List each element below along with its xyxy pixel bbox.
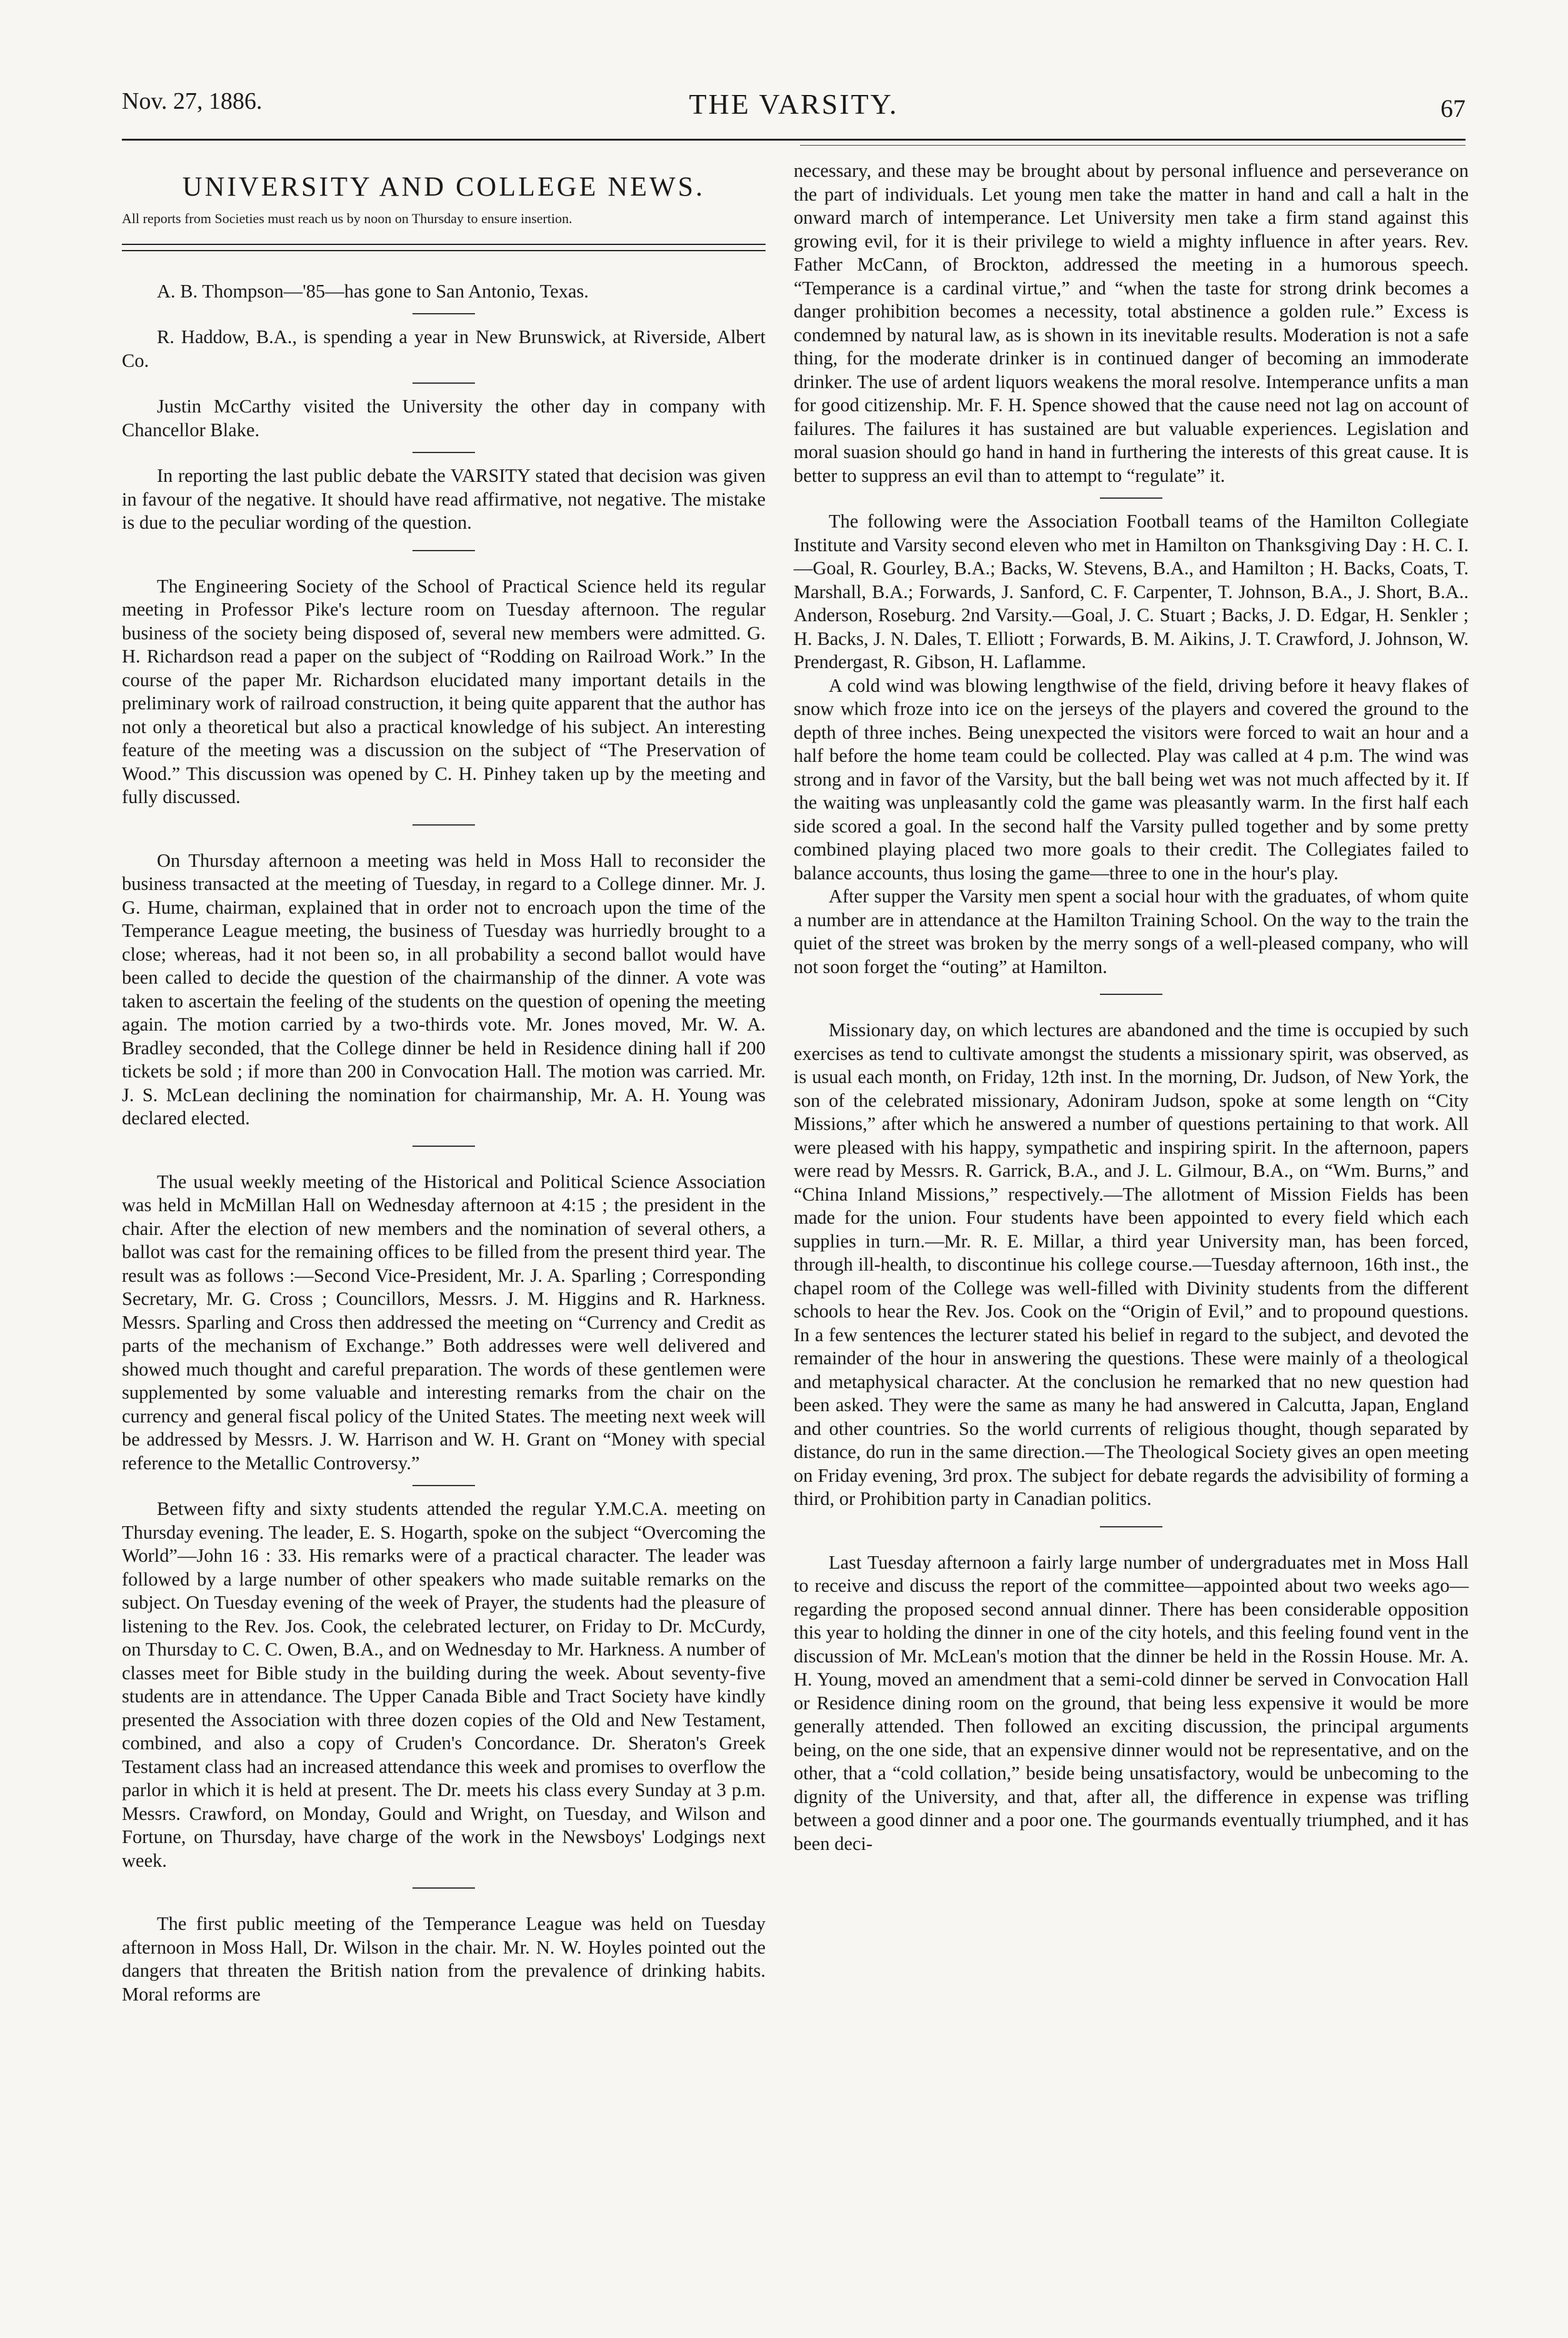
newspaper-title: THE VARSITY. (689, 88, 899, 120)
item-separator (412, 1146, 475, 1147)
item-separator (1100, 1526, 1162, 1527)
news-item: Last Tuesday afternoon a fairly large number of undergraduates met in Moss Hall to receive and discuss the report of the committee—appointed about two weeks ago—regarding the proposed second annual dinner. There has been considerable opposition this year to holding the dinner in one of the city hotels, and this feeling found vent in the discussion of Mr. McLean's motion that the dinner be held in the Rossin House. Mr. A. H. Young, moved an amendment that a semi-cold dinner be served in Convocation Hall or Residence dining room on the ground, that being less expensive it would be more generally attended. Then followed an exciting discussion, the principal arguments being, on the one side, that an expensive dinner would not be representative, and on the other, that a “cold collation,” beside being unsatisfactory, would be unbecoming to the dignity of the University, and that, after all, the difference in expense was trifling between a good dinner and a poor one. The gourmands eventually triumphed, and it has been deci- (794, 1551, 1469, 1854)
news-item-continued: necessary, and these may be brought about by personal influence and perseverance on the part of individuals. Let young men take the matter in hand and call a halt in the onward march of intemperance. Let University men take a firm stand against this growing evil, for it is their privilege to wield a mighty influence in after years. Rev. Father McCann, of Brockton, addressed the meeting in a humorous speech. “Temperance is a cardinal virtue,” and “when the taste for strong drink becomes a danger prohibition becomes a necessity, total abstinence a golden rule.” Excess is condemned by natural law, as is shown in its inevitable results. Moderation is not a safe thing, for the moderate drinker is in continued danger of becoming an immoderate drinker. The use of ardent liquors weakens the moral resolve. Intemperance unfits a man for good citizenship. Mr. F. H. Spence showed that the cause need not lag on account of failures. The failures it has sustained are but valuable experiences. Legislation and moral suasion should go hand in hand in furthering the interests of this great cause. It is better to suppress an evil than to attempt to “regulate” it. (794, 160, 1469, 486)
section-double-rule (122, 244, 766, 251)
news-item: On Thursday afternoon a meeting was held in Moss Hall to reconsider the business transacted at the meeting of Tuesday, in regard to a College dinner. Mr. J. G. Hume, chairman, explained that in order not to encroach upon the time of the Temperance League meeting, the business of Tuesday was hurriedly brought to a close; whereas, had it not been so, in all probability a second ballot would have been called to decide the question of the chairmanship of the dinner. A vote was taken to ascertain the feeling of the students on the question of opening the meeting again. The motion carried by a two-thirds vote. Mr. Jones moved, Mr. W. A. Bradley seconded, that the College dinner be held in Residence dining hall if 200 tickets be sold ; if more than 200 in Convocation Hall. The motion was carried. Mr. J. S. McLean declining the nomination for chairmanship, Mr. A. H. Young was declared elected. (122, 849, 766, 1129)
news-item: The following were the Association Football teams of the Hamilton Collegiate Institute and Varsity second eleven who met in Hamilton on Thanksgiving Day : H. C. I.—Goal, R. Gourley, B.A.; Backs, W. Stevens, B.A., and Hamilton ; H. Backs, Coats, T. Marshall, B.A.; Forwards, J. Sanford, C. F. Carpenter, T. Johnson, B.A., J. Short, B.A.. Anderson, Roseburg. 2nd Varsity.—Goal, J. C. Stuart ; Backs, J. D. Edgar, H. Senkler ; H. Backs, J. N. Dales, T. Elliott ; Forwards, B. M. Aikins, J. T. Crawford, J. Johnson, W. Prendergast, R. Gibson, H. Laflamme. (794, 511, 1469, 672)
item-separator (412, 824, 475, 826)
item-separator (412, 313, 475, 314)
item-separator (1100, 994, 1162, 995)
item-separator (412, 452, 475, 453)
news-item: Justin McCarthy visited the University the other day in company with Chancellor Blake. (122, 396, 766, 441)
right-column (794, 159, 1469, 1856)
news-item: Between fifty and sixty students attended the regular Y.M.C.A. meeting on Thursday evening. The leader, E. S. Hogarth, spoke on the subject “Overcoming the World”—John 16 : 33. His remarks were of a practical character. The leader was followed by a large number of other speakers who made suitable remarks on the subject. On Tuesday evening of the week of Prayer, the students had the pleasure of listening to the Rev. Jos. Cook, the celebrated lecturer, on Friday to Dr. McCurdy, on Thursday to C. C. Owen, B.A., and on Wednesday to Mr. Harkness. A number of classes meet for Bible study in the building during the week. About seventy-five students are in attendance. The Upper Canada Bible and Tract Society have kindly presented the Association with three dozen copies of the Old and New Testament, combined, and also a copy of Cruden's Concordance. Dr. Sheraton's Greek Testament class had an increased attendance this week and promises to overflow the parlor in which it is held at present. The Dr. meets his class every Sunday at 3 p.m. Messrs. Crawford, on Monday, Gould and Wright, on Tuesday, and Wilson and Fortune, on Thursday, have charge of the work in the Newsboys' Lodgings next week. (122, 1498, 766, 1871)
item-separator (1100, 497, 1162, 499)
news-item: Missionary day, on which lectures are abandoned and the time is occupied by such exercises as tend to cultivate amongst the students a missionary spirit, was observed, as is usual each month, on Friday, 12th inst. In the morning, Dr. Judson, of New York, the son of the celebrated missionary, Adoniram Judson, spoke at some length on “City Missions,” after which he answered a number of questions pertaining to that work. All were pleased with his happy, sympathetic and inspiring spirit. In the afternoon, papers were read by Messrs. R. Garrick, B.A., and J. L. Gilmour, B.A., on “Wm. Burns,” and “China Inland Missions,” respectively.—The allotment of Mission Fields has been made for the union. Four students have been appointed to every field which each supplies in turn.—Mr. R. E. Millar, a third year University man, has been forced, through ill-health, to discontinue his college course.—Tuesday afternoon, 16th inst., the chapel room of the College was well-filled with Divinity students from the different schools to hear the Rev. Jos. Cook on the “Origin of Evil,” and to propound questions. In a few sentences the lecturer stated his belief in regard to the subject, and devoted the remainder of the hour in answering the questions. These were mainly of a theological and metaphysical character. At the conclusion he remarked that no new question had been asked. They were the same as many he had answered in Calcutta, Japan, England and other countries. So the world currents of religious thought, though separated by distance, do run in the same direction.—The Theological Society gives an open meeting on Friday evening, 3rd prox. The subject for debate regards the advisibility of forming a third, or Prohibition party in Canadian politics. (794, 1019, 1469, 1509)
page-header (122, 87, 1466, 137)
left-column (122, 162, 766, 2006)
news-item: The Engineering Society of the School of Practical Science held its regular meeting in Professor Pike's lecture room on Tuesday afternoon. The regular business of the society being disposed of, several new members were admitted. G. H. Richardson read a paper on the subject of “Rodding on Railroad Work.” In the course of the paper Mr. Richardson elucidated many important details in the preliminary work of railroad construction, it being quite apparent that the author has not only a theoretical but also a practical knowledge of his subject. An interesting feature of the meeting was a discussion on the subject of “The Preservation of Wood.” This discussion was opened by C. H. Pinhey taken up by the meeting and fully discussed. (122, 575, 766, 807)
header-rule-secondary (800, 145, 1466, 146)
news-item: A. B. Thompson—'85—has gone to San Antonio, Texas. (157, 280, 589, 302)
page-number: 67 (1441, 94, 1466, 122)
news-item: The usual weekly meeting of the Historical and Political Science Association was held in McMillan Hall on Wednesday afternoon at 4:15 ; the president in the chair. After the election of new members and the nomination of several others, a ballot was cast for the remaining offices to be filled from the present third year. The result was as follows :—Second Vice-President, Mr. J. A. Sparling ; Corresponding Secretary, Mr. G. Cross ; Councillors, Messrs. J. M. Higgins and R. Harkness. Messrs. Sparling and Cross then addressed the meeting on “Currency and Credit as parts of the mechanism of Exchange.” Both addresses were well delivered and showed much thought and careful preparation. The words of these gentlemen were supplemented by some valuable and interesting remarks from the chair on the currency and general fiscal policy of the United States. The meeting next week will be addressed by Messrs. J. W. Harrison and W. H. Grant on “Money with special reference to the Metallic Controversy.” (122, 1171, 766, 1474)
item-separator (412, 1887, 475, 1889)
news-item: After supper the Varsity men spent a social hour with the graduates, of whom quite a number are in attendance at the Hamilton Training School. On the way to the train the quiet of the street was broken by the merry songs of a well-pleased company, who will not soon forget the “outing” at Hamilton. (794, 886, 1469, 977)
news-item: The first public meeting of the Temperance League was held on Tuesday afternoon in Moss Hall, Dr. Wilson in the chair. Mr. N. W. Hoyles pointed out the dangers that threaten the British nation from the prevalence of drinking habits. Moral reforms are (122, 1913, 766, 2005)
issue-date: Nov. 27, 1886. (122, 88, 262, 114)
section-title: UNIVERSITY AND COLLEGE NEWS. (182, 171, 706, 202)
submission-notice: All reports from Societies must reach us by noon on Thursday to ensure insertion. (122, 210, 572, 226)
news-item: A cold wind was blowing lengthwise of the field, driving before it heavy flakes of snow which froze into ice on the jerseys of the players and covered the ground to the depth of three inches. Being unexpected the visitors were forced to wait an hour and a half before the home team could be collected. Play was called at 4 p.m. The wind was strong and in favor of the Varsity, but the ball being wet was not much affected by it. If the waiting was unpleasantly cold the game was pleasantly warm. In the first half each side scored a goal. In the second half the Varsity pulled together and by some pretty combined playing placed two more goals to their credit. The Collegiates failed to balance accounts, thus losing the game—three to one in the hour's play. (794, 674, 1469, 884)
news-item: R. Haddow, B.A., is spending a year in New Brunswick, at Riverside, Albert Co. (122, 326, 766, 371)
news-item: In reporting the last public debate the VARSITY stated that decision was given in favour of the negative. It should have read affirmative, not negative. The mistake is due to the peculiar wording of the question. (122, 465, 766, 533)
item-separator (412, 1485, 475, 1486)
item-separator (412, 382, 475, 384)
item-separator (412, 550, 475, 551)
header-rule (122, 139, 1466, 141)
